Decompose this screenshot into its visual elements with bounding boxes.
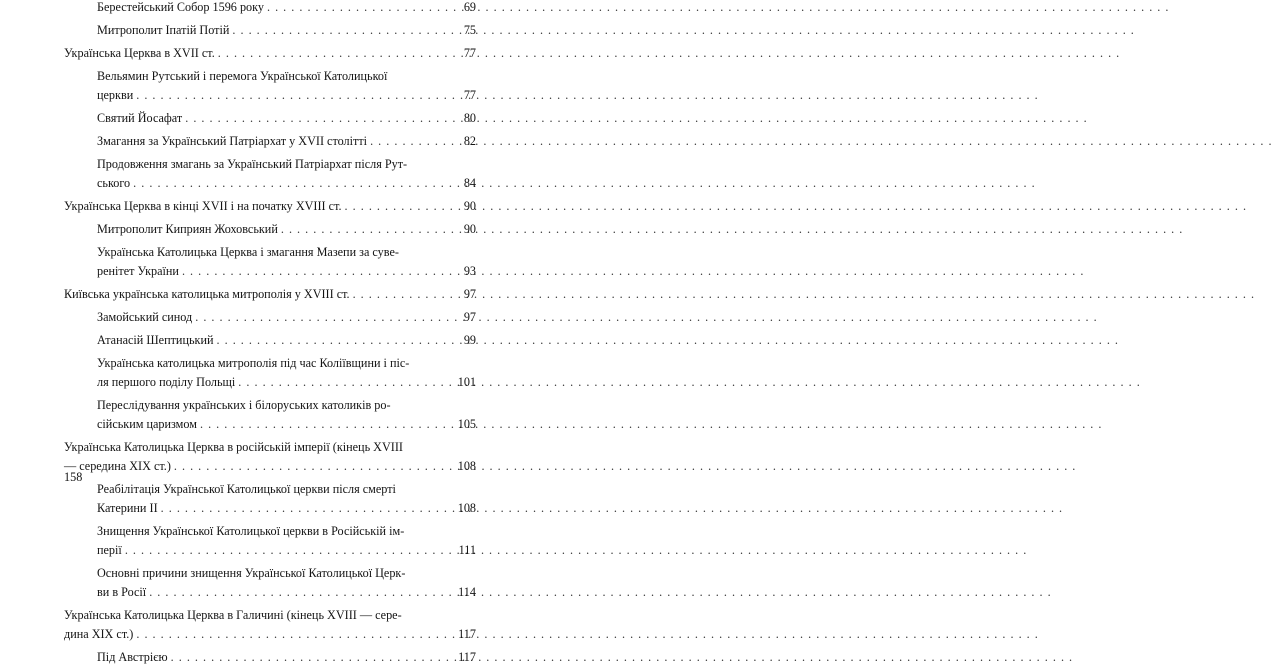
toc-entry-title: Українська католицька митрополія під час Коліївщини і піс- xyxy=(97,356,410,370)
dot-leader xyxy=(136,625,436,644)
toc-page-number: 97 xyxy=(463,287,476,301)
toc-entry-line xyxy=(97,21,439,40)
toc-entry-line xyxy=(97,522,439,541)
toc-section xyxy=(97,109,439,128)
toc-page-number: 117 xyxy=(458,650,476,664)
dot-leader xyxy=(195,308,436,327)
dot-leader xyxy=(171,648,436,667)
toc-entry-title: Українська Церква в кінці XVII і на початку XVIII ст. xyxy=(64,199,342,213)
toc-entry-line xyxy=(64,625,439,644)
toc-section xyxy=(97,21,439,40)
toc-entry-title: Митрополит Іпатій Потій xyxy=(97,23,230,37)
toc-entry-line xyxy=(64,606,439,625)
toc-entry-line xyxy=(97,499,439,518)
toc-page-number: 82 xyxy=(463,134,476,148)
toc-entry-line xyxy=(97,480,439,499)
toc-entry-title: Основні причини знищення Української Католицької Церк- xyxy=(97,566,406,580)
toc-entry-title: церкви xyxy=(97,88,134,102)
toc-entry-title: ського xyxy=(97,176,131,190)
toc-entry-line xyxy=(97,155,439,174)
toc-entry-title: Знищення Української Католицької церкви в Російській ім- xyxy=(97,524,405,538)
dot-leader xyxy=(136,86,436,105)
toc-entry-title: Вельямин Рутський і перемога Української Католицької xyxy=(97,69,388,83)
toc-entry-line xyxy=(97,262,439,281)
toc-entry-line xyxy=(97,132,439,151)
toc-entry-line xyxy=(97,67,439,86)
dot-leader xyxy=(149,583,436,602)
toc-entry-title: Українська Католицька Церква і змагання Мазепи за суве- xyxy=(97,245,399,259)
toc-entry-title: Під Австрією xyxy=(97,650,168,664)
dot-leader xyxy=(185,109,436,128)
toc-page-number: 77 xyxy=(463,88,476,102)
toc-page-number: 99 xyxy=(463,333,476,347)
toc-entry-title: Катерини II xyxy=(97,501,158,515)
toc-page-number: 101 xyxy=(457,375,476,389)
dot-leader xyxy=(353,285,436,304)
toc-page-number: 97 xyxy=(463,310,476,324)
toc-chapter xyxy=(64,197,439,216)
dot-leader xyxy=(232,21,436,40)
dot-leader xyxy=(345,197,436,216)
toc-entry-title: Змагання за Український Патріархат у XVII столітті xyxy=(97,134,368,148)
toc-page-number: 80 xyxy=(463,111,476,125)
dot-leader xyxy=(133,174,436,193)
dot-leader xyxy=(238,373,436,392)
toc-section xyxy=(97,396,439,434)
toc-section xyxy=(97,480,439,518)
toc-section xyxy=(97,648,439,667)
toc-chapter xyxy=(64,606,439,644)
toc-section xyxy=(97,155,439,193)
toc-entry-line xyxy=(64,438,439,457)
toc-entry-line xyxy=(97,415,439,434)
toc-entry-title: перії xyxy=(97,543,122,557)
toc-entry-line xyxy=(97,109,439,128)
toc-entry-line xyxy=(97,648,439,667)
toc-entry-line xyxy=(64,197,439,216)
toc-section xyxy=(97,243,439,281)
toc-chapter xyxy=(64,44,439,63)
dot-leader xyxy=(370,132,436,151)
dot-leader xyxy=(174,457,436,476)
toc-page-number: 77 xyxy=(463,46,476,60)
toc-entry-line xyxy=(64,285,439,304)
toc-entry-title: Реабілітація Української Католицької церкви після смерті xyxy=(97,482,396,496)
toc-chapter xyxy=(64,285,439,304)
toc-section xyxy=(97,354,439,392)
toc-entry-title: сійським царизмом xyxy=(97,417,197,431)
dot-leader xyxy=(218,44,436,63)
toc-entry-title: Митрополит Киприян Жоховський xyxy=(97,222,278,236)
toc-page-number: 114 xyxy=(458,585,476,599)
toc-page-number: 84 xyxy=(463,176,476,190)
toc-section xyxy=(97,0,439,17)
toc-entry-title: ви в Росії xyxy=(97,585,147,599)
toc-page-number: 69 xyxy=(463,0,476,14)
toc-entry-title: Переслідування українських і білоруських католиків ро- xyxy=(97,398,391,412)
toc-entry-line xyxy=(97,541,439,560)
toc-entry-title: Святий Йосафат xyxy=(97,111,183,125)
dot-leader xyxy=(161,499,436,518)
toc-section xyxy=(97,564,439,602)
toc-entry-title: дина XIX ст.) xyxy=(64,627,134,641)
toc-page-number: 75 xyxy=(463,23,476,37)
toc-page xyxy=(0,0,500,664)
toc-section xyxy=(97,67,439,105)
toc-entry-line xyxy=(97,243,439,262)
toc-entry-title: Українська Католицька Церква в російській імперії (кінець XVIII xyxy=(64,440,403,454)
toc-entry-line xyxy=(97,564,439,583)
toc-page-number: 108 xyxy=(457,501,476,515)
toc-entry-title: Замойський синод xyxy=(97,310,193,324)
toc-section xyxy=(97,220,439,239)
toc-entry-title: Атанасій Шептицький xyxy=(97,333,214,347)
dot-leader xyxy=(125,541,436,560)
toc-entry-title: ля першого поділу Польщі xyxy=(97,375,236,389)
toc-entry-line xyxy=(97,583,439,602)
dot-leader xyxy=(200,415,436,434)
toc-entry-line xyxy=(97,0,439,17)
toc-entry-line xyxy=(97,396,439,415)
toc-entry-title: Українська Католицька Церква в Галичині (кінець XVIII — сере- xyxy=(64,608,402,622)
dot-leader xyxy=(217,331,437,350)
dot-leader xyxy=(281,220,436,239)
toc-section xyxy=(97,331,439,350)
toc-entry-line xyxy=(97,220,439,239)
toc-section xyxy=(97,522,439,560)
toc-entry-title: Продовження змагань за Український Патріархат після Рут- xyxy=(97,157,408,171)
toc-entry-line xyxy=(97,308,439,327)
toc-entry-title: Берестейський Собор 1596 року xyxy=(97,0,264,14)
dot-leader xyxy=(182,262,436,281)
toc-page-number: 90 xyxy=(463,199,476,213)
toc-page-number: 117 xyxy=(458,627,476,641)
toc-entry-title: Київська українська католицька митрополія у XVIII ст. xyxy=(64,287,350,301)
page-number: 158 xyxy=(64,470,83,484)
toc-entry-line xyxy=(64,457,439,476)
dot-leader xyxy=(267,0,436,17)
toc-page-number: 105 xyxy=(457,417,476,431)
toc-page-number: 93 xyxy=(463,264,476,278)
toc-entry-line xyxy=(97,86,439,105)
toc-entry-title: Українська Церква в XVII ст. xyxy=(64,46,215,60)
toc-page-number: 108 xyxy=(457,459,476,473)
toc-page-number: 111 xyxy=(458,543,476,557)
toc-page-number: 90 xyxy=(463,222,476,236)
toc-entry-title: ренітет України xyxy=(97,264,179,278)
toc-chapter xyxy=(64,438,439,476)
toc-entry-line xyxy=(97,354,439,373)
toc-entry-line xyxy=(64,44,439,63)
toc-entry-line xyxy=(97,373,439,392)
toc-section xyxy=(97,132,439,151)
toc-section xyxy=(97,308,439,327)
toc-entry-line xyxy=(97,174,439,193)
toc-entry-line xyxy=(97,331,439,350)
toc-entry-title: — середина XIX ст.) xyxy=(64,459,171,473)
